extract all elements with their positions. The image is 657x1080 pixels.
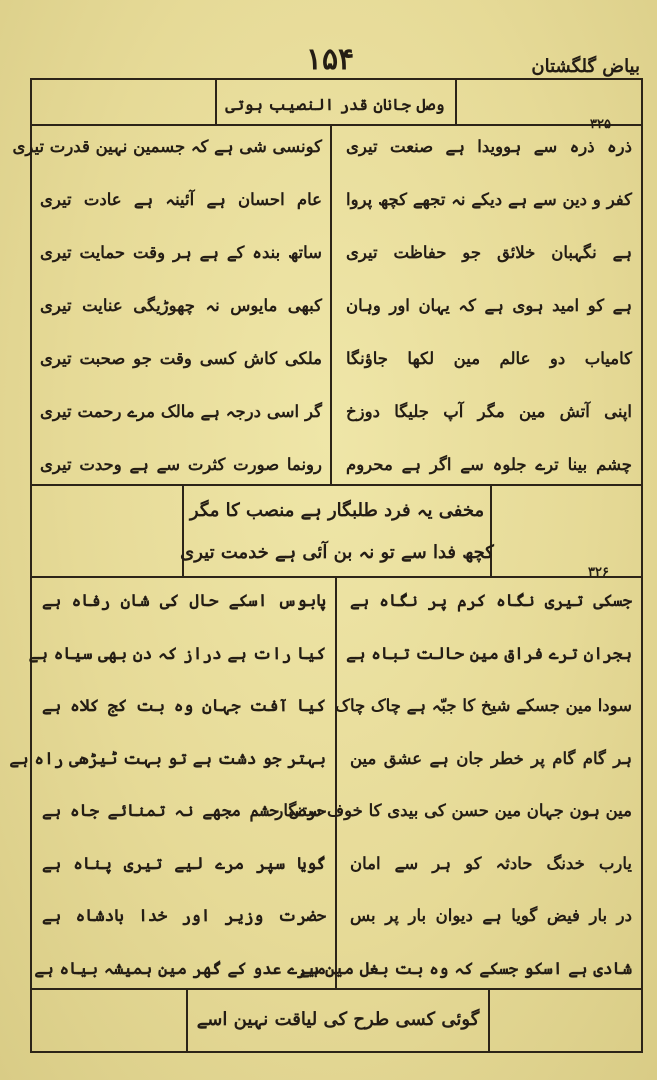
- verse-line: کیا آفت جہان وہ بت کج کلاہ ہے: [42, 696, 326, 716]
- frame-left-rule: [30, 78, 32, 1053]
- closing-top-rule: [30, 988, 643, 990]
- ghazal-two-left-column: [9, 590, 326, 980]
- verse-line: پابوس اسکے حال کی شان رفاہ ہے: [42, 591, 326, 610]
- ghazal-two-number: ۳۲۶: [588, 565, 609, 580]
- couplet-line: مخفی یہ فرد طلبگار ہے منصب کا مگر: [189, 500, 485, 521]
- verse-line: حضرت وزیر اور خدا بادشاہ ہے: [42, 906, 326, 926]
- verse-line: سودا مین جسکے شیخ کا جبّہ ہے چاک چاک: [335, 696, 632, 716]
- running-title: بیاض گلگشتان: [531, 56, 640, 77]
- verse-line: ہر گام گام پر خطر جان ہے عشق مین: [350, 748, 632, 768]
- verse-line: یارب خدنگ حادثہ کو ہر سے امان: [350, 853, 632, 873]
- section-heading: وصل جانان قدر النصیب ہوتی: [225, 95, 445, 114]
- verse-line: کامیاب دو عالم مین لکھا جاؤنگا: [346, 349, 632, 368]
- heading-box-right-rule: [455, 80, 457, 125]
- ghazal-two-right-column: [275, 590, 632, 980]
- heading-bottom-rule: [30, 124, 643, 126]
- verse-line: کبھی مایوس نہ چھوڑیگی عنایت تیری: [40, 296, 322, 315]
- verse-line: رونما صورت کثرت سے ہے وحدت تیری: [40, 455, 322, 474]
- closing-box-left-rule: [186, 990, 188, 1052]
- verse-line: ہے کو امید ہوی ہے کہ یہان اور وہان: [346, 296, 632, 315]
- verse-line: ہے نگہبان خلائق جو حفاظت تیری: [346, 243, 632, 262]
- verse-line: عام احسان ہے آئینہ ہے عادت تیری: [40, 190, 322, 209]
- couplet-top-rule: [30, 484, 643, 486]
- verse-line: ذرہ ذرہ سے ہوویدا ہے صنعت تیری: [346, 137, 632, 156]
- verse-line: کیا رات ہے دراز کہ دن بھی سیاہ ہے: [28, 643, 326, 663]
- verse-line: چشم بینا ترے جلوہ سے اگر ہے محروم: [346, 455, 632, 474]
- verse-line: گر اسی درجہ ہے مالک مرے رحمت تیری: [40, 402, 322, 421]
- frame-bottom-rule: [30, 1051, 643, 1053]
- ghazal-two-closing-line-box: [190, 994, 486, 1046]
- verse-line: کفر و دین سے ہے دیکے نہ تجھے کچھ پروا: [346, 190, 632, 209]
- ghazal-one-right-column: [346, 136, 632, 476]
- closing-box-right-rule: [488, 990, 490, 1052]
- verse-line: گویا سپر مرے لیے تیری پناہ ہے: [42, 853, 326, 873]
- verse-line: جسکی تیری نگاہ کرم پر نگاہ ہے: [350, 591, 632, 610]
- verse-line: ہجران ترے فراق مین حالت تباہ ہے: [346, 643, 632, 663]
- page-number: ۱۵۴: [305, 42, 355, 77]
- couplet-line: کچھ فدا سے تو نہ بن آئی ہے خدمت تیری: [180, 542, 494, 563]
- ghazal-two-column-divider: [335, 578, 337, 988]
- heading-box-left-rule: [215, 80, 217, 125]
- frame-top-rule: [30, 78, 643, 80]
- ghazal-one-column-divider: [330, 126, 332, 484]
- verse-line: شادی ہے اسکو جسکے کہ وہ بت بغل مین ہے: [299, 958, 632, 978]
- verse-line: مین ہون جہان مین حسن کی بیدی کا خوف ستنگار: [275, 801, 632, 821]
- verse-line: اپنی آتش مین مگر آپ جلیگا دوزخ: [346, 402, 632, 421]
- closing-line: گوئی کسی طرح کی لیاقت نہین اسے: [196, 1009, 480, 1030]
- verse-line: ساتھ بندہ کے ہے ہر وقت حمایت تیری: [40, 243, 322, 262]
- verse-line: کونسی شی ہے کہ جسمین نہین قدرت تیری: [12, 137, 322, 156]
- ghazal-one-closing-couplet: [180, 490, 494, 574]
- verse-line: بہتر جو دشت ہے تو بہت ٹیڑھی راہ ہے: [9, 748, 326, 768]
- verse-line: حرص حشم مجھے نہ تمنائے جاہ ہے: [42, 801, 326, 821]
- ghazal-one-left-column: [12, 136, 322, 476]
- verse-line: میرے عدو کے گھر مین ہمیشہ بیاہ ہے: [34, 958, 326, 978]
- ghazal-one-number: ۳۲۵: [590, 117, 611, 132]
- verse-line: ملکی کاش کسی وقت جو صحبت تیری: [40, 349, 322, 368]
- frame-right-rule: [641, 78, 643, 1053]
- verse-line: در بار فیض گویا ہے دیوان بار پر بس: [350, 906, 632, 926]
